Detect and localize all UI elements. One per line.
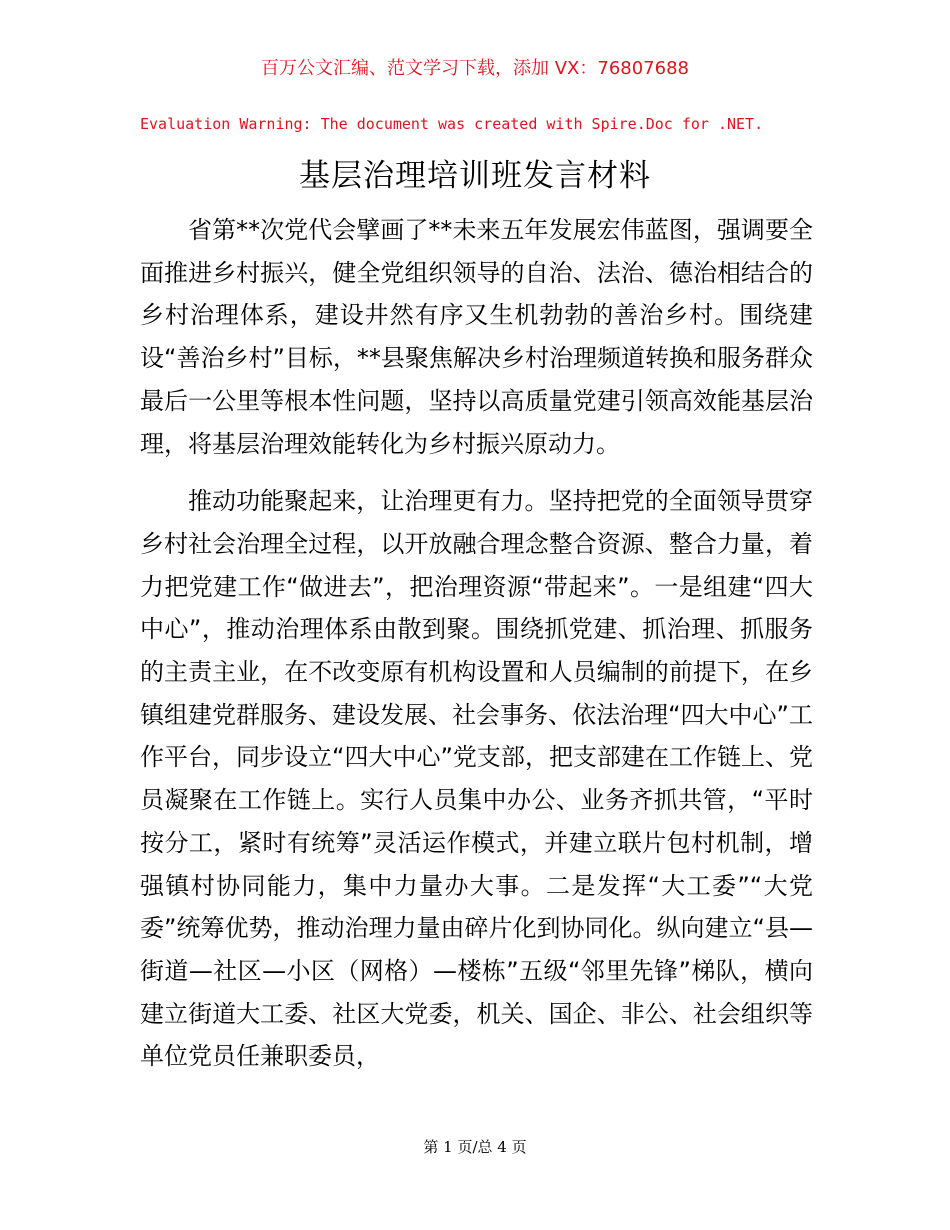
promo-banner: 百万公文汇编、范文学习下载，添加 VX：76807688: [261, 58, 689, 79]
evaluation-warning: Evaluation Warning: The document was created with Spire.Doc for .NET.: [140, 115, 764, 133]
document-title: 基层治理培训班发言材料: [299, 158, 651, 194]
paragraph-function: 推动功能聚起来，让治理更有力。坚持把党的全面领导贯穿乡村社会治理全过程，以开放融合理念整合资源、整合力量，着力把党建工作“做进去”，把治理资源“带起来”。一是组建“四大中心”，推动治理体系由散到聚。围绕抓党建、抓治理、抓服务的主责主业，在不改变原有机构设置和人员编制的前提下，在乡镇组建党群服务、建设发展、社会事务、依法治理“四大中心”工作平台，同步设立“四大中心”党支部，把支部建在工作链上、党员凝聚在工作链上。实行人员集中办公、业务齐抓共管，“平时按分工，紧时有统筹”灵活运作模式，并建立联片包村机制，增强镇村协同能力，集中力量办大事。二是发挥“大工委”“大党委”统筹优势，推动治理力量由碎片化到协同化。纵向建立“县—街道—社区—小区（网格）—楼栋”五级“邻里先锋”梯队，横向建立街道大工委、社区大党委，机关、国企、非公、社会组织等单位党员任兼职委员，: [140, 487, 813, 1071]
paragraph-intro: 省第**次党代会擘画了**未来五年发展宏伟蓝图，强调要全面推进乡村振兴，健全党组织领导的自治、法治、德治相结合的乡村治理体系，建设井然有序又生机勃勃的善治乡村。围绕建设“善治乡村”目标，**县聚焦解决乡村治理频道转换和服务群众最后一公里等根本性问题，坚持以高质量党建引领高效能基层治理，将基层治理效能转化为乡村振兴原动力。: [140, 216, 813, 458]
document-body: [140, 209, 813, 1078]
page-number-footer: 第 1 页/总 4 页: [423, 1138, 527, 1156]
